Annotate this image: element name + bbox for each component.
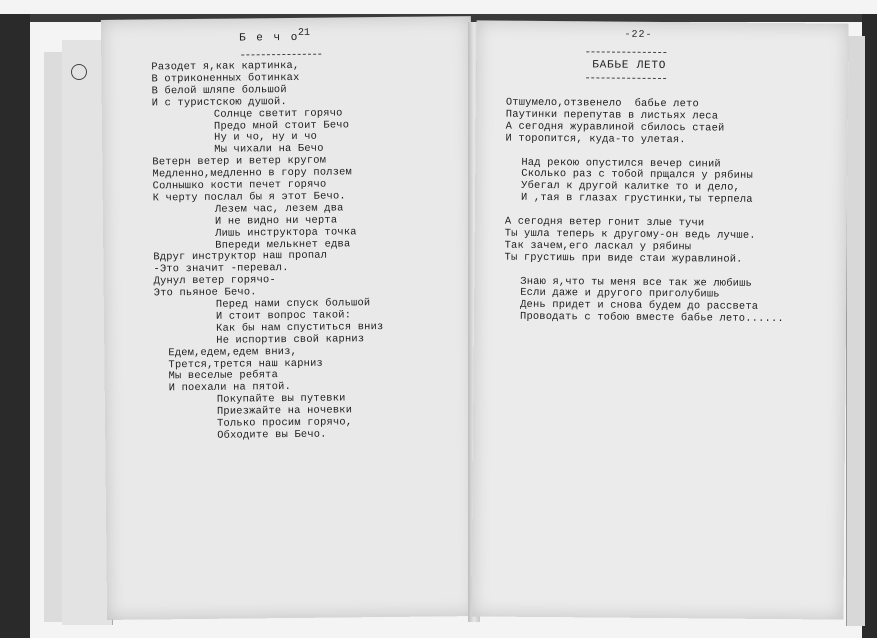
poem-line: Покупайте вы путевки xyxy=(216,392,346,406)
book-right-page-edges xyxy=(846,36,865,626)
scan-dark-edge-left xyxy=(0,14,30,638)
poem-line: Вдруг инструктор наш пропал xyxy=(153,249,328,264)
poem-line: А сегодня журавлиной сбилось стаей xyxy=(505,120,725,135)
poem-line: Трется,трется наш карниз xyxy=(168,357,323,371)
poem-line: Дунул ветер горячо- xyxy=(153,274,276,288)
binding-hole-icon xyxy=(71,64,87,80)
poem-line: Убегал к другой калитке то и дело, xyxy=(521,180,741,194)
poem-line: Сколько раз с тобой прщался у рябины xyxy=(521,168,753,183)
right-page-title: БАБЬЕ ЛЕТО xyxy=(592,59,667,73)
poem-line: Лезем час, лезем два xyxy=(214,202,344,216)
poem-line: Впереди мелькнет едва xyxy=(215,237,351,252)
right-title-overline xyxy=(586,51,666,53)
poem-line: Разодет я,как картинка, xyxy=(151,59,300,74)
poem-line: Это пьяное Бечо. xyxy=(153,286,257,300)
poem-line: Ты ушла теперь к другому-он ведь лучше. xyxy=(504,227,756,242)
poem-line: Едем,едем,едем вниз, xyxy=(168,345,298,359)
poem-line: Ветерн ветер и ветер кругом xyxy=(152,154,327,169)
poem-line: Над рекою опустился вечер синий xyxy=(521,156,721,171)
poem-line: Мы чихали на Бечо xyxy=(214,142,324,157)
poem-line: Мы веселые ребята xyxy=(168,369,279,383)
poem-line: Знаю я,что ты меня все так же любишь xyxy=(520,275,753,290)
left-page xyxy=(101,16,477,620)
poem-line: Приезжайте на ночевки xyxy=(216,404,353,418)
poem-line: Солнце светит горячо xyxy=(213,107,343,121)
poem-line: Ты грустишь при виде стаи журавлиной. xyxy=(504,251,743,266)
poem-line: День придет и снова будем до рассвета xyxy=(520,299,759,314)
poem-line: Лишь инструктора точка xyxy=(215,225,357,240)
poem-line: Перед нами спуск большой xyxy=(215,297,371,311)
poem-line: Солнышко кости печет горячо xyxy=(152,178,327,193)
poem-line: И с туристскою душой. xyxy=(151,95,287,110)
poem-line: И стоит вопрос такой: xyxy=(215,309,352,323)
poem-line: Проводать с тобою вместе бабье лето...... xyxy=(519,310,784,326)
poem-line: И не видно ни черта xyxy=(214,214,338,228)
left-title-underline xyxy=(241,54,321,56)
poem-line: К черту послал бы я этот Бечо. xyxy=(152,190,346,205)
poem-line: И ,тая в глазах грустинки,ты терпела xyxy=(521,191,753,206)
poem-line: Предо мной стоит Бечо xyxy=(213,118,350,133)
right-page xyxy=(471,20,848,619)
poem-line: Если даже и другого приголубишь xyxy=(520,287,720,301)
poem-line: -Это значит -перевал. xyxy=(153,262,289,276)
right-title-underline xyxy=(586,77,666,79)
poem-line: Не испортив свой карниз xyxy=(216,332,365,347)
left-page-title: Б е ч о xyxy=(239,31,300,45)
poem-line: В белой шляпе большой xyxy=(151,83,287,98)
right-page-number: -22- xyxy=(624,29,653,41)
poem-line: Отшумело,отзвенело бабье лето xyxy=(505,96,699,111)
poem-line: А сегодня ветер гонит злые тучи xyxy=(504,215,705,230)
poem-line: Ну и чо, ну и чо xyxy=(214,131,318,145)
poem-line: В отриконенных ботинках xyxy=(151,71,300,86)
poem-line: Обходите вы Бечо. xyxy=(217,428,327,442)
poem-line: И поехали на пятой. xyxy=(168,381,292,395)
poem-line: Паутинки перепутав в листьях леса xyxy=(505,108,719,123)
poem-line: Так зачем,его ласкал у рябины xyxy=(504,239,692,254)
poem-line: Медленно,медленно в гору ползем xyxy=(152,166,353,181)
poem-line: И торопится, куда-то улетая. xyxy=(505,132,686,146)
poem-line: Как бы нам спуститься вниз xyxy=(216,320,384,335)
left-page-number: 21 xyxy=(297,27,311,39)
poem-line: Только просим горячо, xyxy=(217,416,353,430)
